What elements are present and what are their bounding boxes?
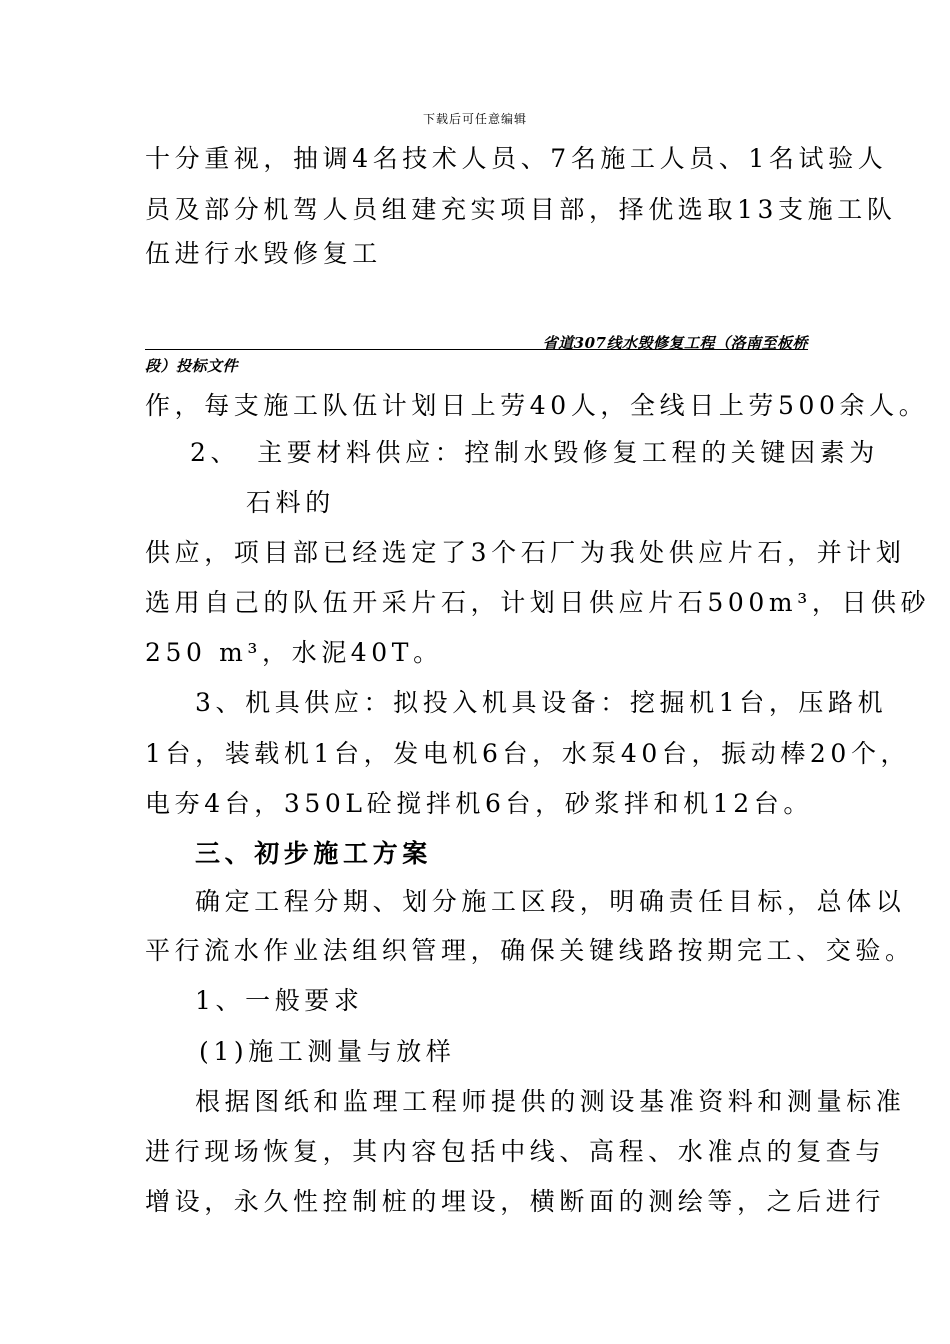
body-line-14: 确定工程分期、划分施工区段，明确责任目标，总体以	[195, 887, 906, 916]
body-line-20: 增设，永久性控制桩的埋设，横断面的测绘等，之后进行	[145, 1187, 886, 1216]
page-header-text-2: 段）投标文件	[145, 357, 239, 375]
body-line-5: 2、 主要材料供应：控制水毁修复工程的关键因素为	[190, 438, 879, 467]
body-line-4: 作，每支施工队伍计划日上劳40人，全线日上劳500余人。	[145, 391, 929, 420]
body-line-10: 3、机具供应：拟投入机具设备：挖掘机1台，压路机	[195, 688, 888, 717]
item-heading: (1)施工测量与放样	[199, 1037, 456, 1066]
section-heading: 三、初步施工方案	[195, 839, 432, 868]
top-note: 下载后可任意编辑	[422, 112, 527, 126]
body-line-2: 员及部分机驾人员组建充实项目部，择优选取13支施工队	[145, 195, 897, 224]
body-line-11: 1台，装载机1台，发电机6台，水泵40台，振动棒20个，	[145, 739, 911, 768]
body-line-12: 电夯4台，350L砼搅拌机6台，砂浆拌和机12台。	[145, 789, 813, 818]
page-header-rule	[145, 349, 808, 350]
subsection-heading: 1、一般要求	[195, 986, 364, 1015]
body-line-15: 平行流水作业法组织管理，确保关键线路按期完工、交验。	[145, 936, 915, 965]
body-line-3: 伍进行水毁修复工	[145, 239, 382, 268]
body-line-8: 选用自己的队伍开采片石，计划日供应片石500m³，日供砂	[145, 588, 931, 617]
body-line-9: 250 m³，水泥40T。	[145, 638, 443, 667]
body-line-7: 供应，项目部已经选定了3个石厂为我处供应片石，并计划	[145, 538, 906, 567]
body-line-18: 根据图纸和监理工程师提供的测设基准资料和测量标准	[195, 1087, 906, 1116]
page-header-text-1: 省道307线水毁修复工程（洛南至板桥	[542, 334, 808, 352]
body-line-19: 进行现场恢复，其内容包括中线、高程、水准点的复查与	[145, 1137, 886, 1166]
body-line-6: 石料的	[246, 488, 335, 517]
body-line-1: 十分重视，抽调4名技术人员、7名施工人员、1名试验人	[145, 144, 888, 173]
